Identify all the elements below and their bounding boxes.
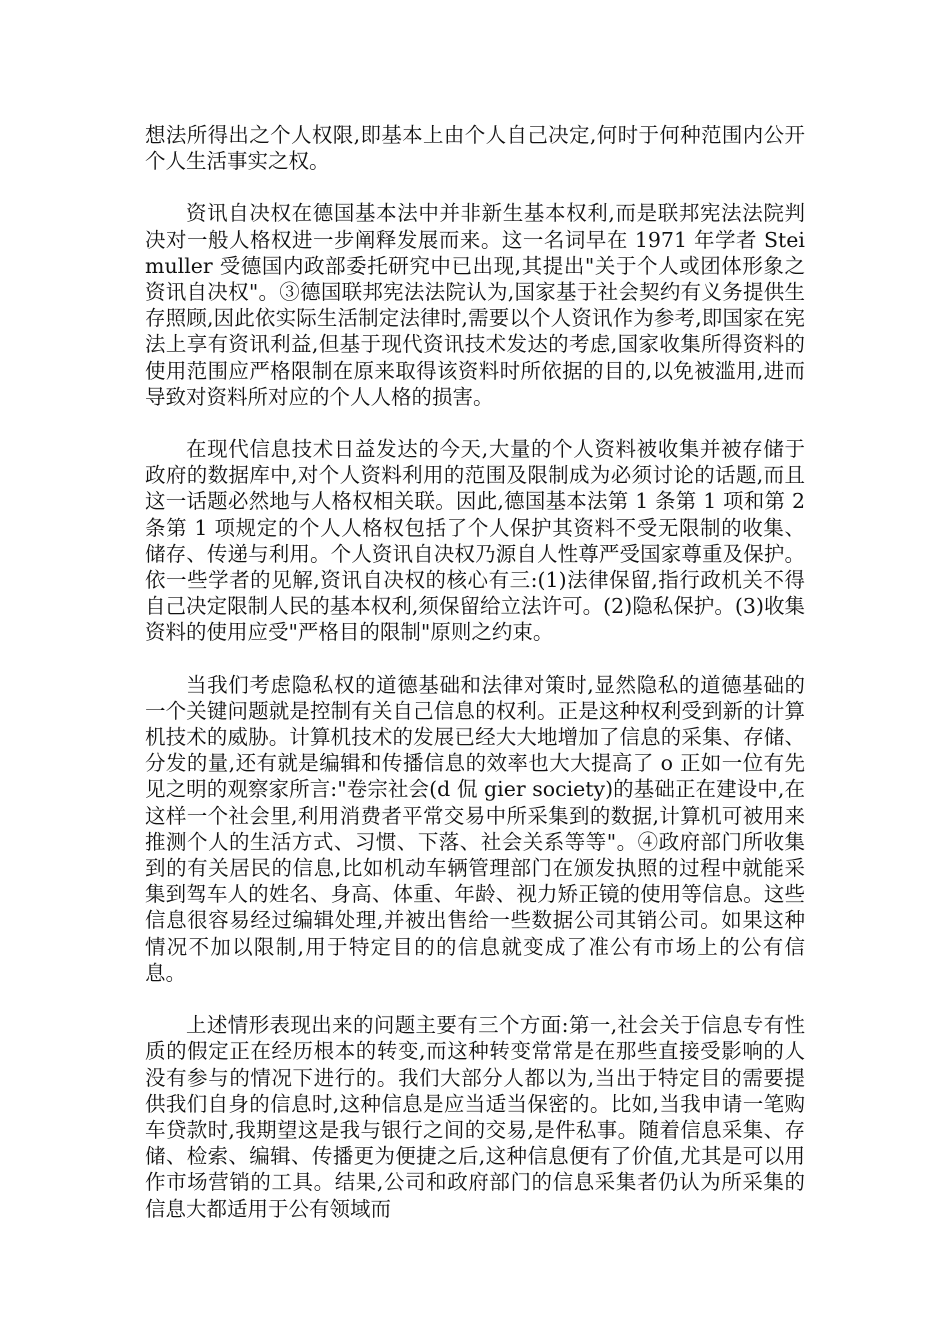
- paragraph-privacy-moral-basis: 当我们考虑隐私权的道德基础和法律对策时,显然隐私的道德基础的一个关键问题就是控制有关自己信息的权利。正是这种权利受到新的计算机技术的威胁。计算机技术的发展已经大大地增加了信息的采集、存储、分发的量,还有就是编辑和传播信息的效率也大大提高了 o 正如一位有先见之明的观察家所言:"卷宗社会(d 侃 gier society)的基础正在建设中,在这样一个社会里,利用消费者平常交易中所采集到的数据,计算机可被用来推测个人的生活方式、习惯、下落、社会关系等等"。④政府部门所收集到的有关居民的信息,比如机动车辆管理部门在颁发执照的过程中就能采集到驾车人的姓名、身高、体重、年龄、视力矫正镜的使用等信息。这些信息很容易经过编辑处理,并被出售给一些数据公司其销公司。如果这种情况不加以限制,用于特定目的的信息就变成了准公有市场上的公有信息。: [145, 672, 805, 985]
- paragraph-three-problems: 上述情形表现出来的问题主要有三个方面:第一,社会关于信息专有性质的假定正在经历根本的转变,而这种转变常常是在那些直接受影响的人没有参与的情况下进行的。我们大部分人都以为,当出于特定目的需要提供我们自身的信息时,这种信息是应当适当保密的。比如,当我申请一笔购车贷款时,我期望这是我与银行之间的交易,是件私事。随着信息采集、存储、检索、编辑、传播更为便捷之后,这种信息便有了价值,尤其是可以用作市场营销的工具。结果,公司和政府部门的信息采集者仍认为所采集的信息大都适用于公有领域而: [145, 1013, 805, 1221]
- paragraph-continuation: 想法所得出之个人权限,即基本上由个人自己决定,何时于何种范围内公开个人生活事实之权。: [145, 123, 805, 174]
- document-page: [145, 122, 805, 1248]
- paragraph-information-self-determination: 资讯自决权在德国基本法中并非新生基本权利,而是联邦宪法法院判决对一般人格权进一步阐释发展而来。这一名词早在 1971 年学者 Steimuller 受德国内政部委托研究中已出现,其提出"关于个人或团体形象之资讯自决权"。③德国联邦宪法法院认为,国家基于社会契约有义务提供生存照顾,因此依实际生活制定法律时,需要以个人资讯作为参考,即国家在宪法上享有资讯利益,但基于现代资讯技术发达的考虑,国家收集所得资料的使用范围应严格限制在原来取得该资料时所依据的目的,以免被滥用,进而导致对资料所对应的个人人格的损害。: [145, 201, 805, 409]
- paragraph-modern-information-technology: 在现代信息技术日益发达的今天,大量的个人资料被收集并被存储于政府的数据库中,对个人资料利用的范围及限制成为必须讨论的话题,而且这一话题必然地与人格权相关联。因此,德国基本法第 1 条第 1 项和第 2 条第 1 项规定的个人人格权包括了个人保护其资料不受无限制的收集、储存、传递与利用。个人资讯自决权乃源自人性尊严受国家尊重及保护。依一些学者的见解,资讯自决权的核心有三:(1)法律保留,指行政机关不得自己决定限制人民的基本权利,须保留给立法许可。(2)隐私保护。(3)收集资料的使用应受"严格目的限制"原则之约束。: [145, 437, 805, 645]
